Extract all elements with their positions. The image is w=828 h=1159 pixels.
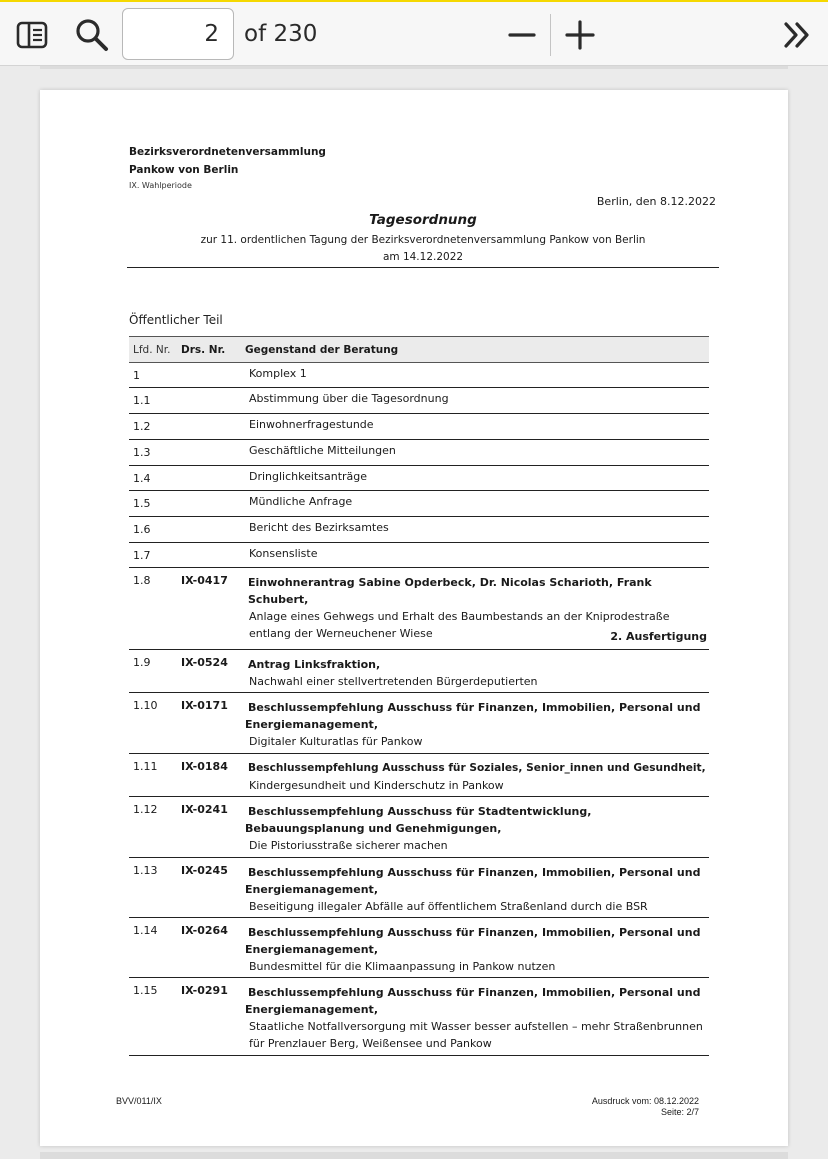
header-lfd-nr: Lfd. Nr. xyxy=(133,344,171,356)
row-number: 1.10 xyxy=(133,699,158,712)
footer-print-info xyxy=(592,1096,699,1118)
row-drs-number: IX-0171 xyxy=(181,699,228,712)
header-subject: Gegenstand der Beratung xyxy=(245,344,399,356)
previous-page-edge xyxy=(40,66,788,69)
row-heading: Beschlussempfehlung Ausschuss für Soziales, Senior_innen und Gesundheit, xyxy=(248,762,706,774)
agenda-table-header xyxy=(129,336,709,363)
row-description: Nachwahl einer stellvertretenden Bürgerdeputierten xyxy=(249,675,538,688)
row-subject: Einwohnerfragestunde xyxy=(249,418,374,431)
title-divider xyxy=(127,267,719,268)
agenda-row xyxy=(129,797,709,858)
row-heading: Antrag Linksfraktion, xyxy=(248,658,381,671)
footer-document-id: BVV/011/IX xyxy=(116,1096,162,1106)
election-period: IX. Wahlperiode xyxy=(129,181,192,190)
row-subject: Mündliche Anfrage xyxy=(249,495,353,508)
row-subject: Abstimmung über die Tagesordnung xyxy=(249,392,449,405)
row-number: 1.3 xyxy=(133,446,151,459)
row-subject: Bericht des Bezirksamtes xyxy=(249,521,389,534)
agenda-row xyxy=(129,466,709,491)
agenda-row xyxy=(129,491,709,517)
page-total-label: of 230 xyxy=(244,21,318,47)
row-subject: Geschäftliche Mitteilungen xyxy=(249,444,396,457)
agenda-row xyxy=(129,650,709,693)
document-title: Tagesordnung xyxy=(369,212,477,228)
row-description: Kindergesundheit und Kinderschutz in Pankow xyxy=(249,779,504,792)
row-drs-number: IX-0264 xyxy=(181,924,228,937)
agenda-row xyxy=(129,754,709,797)
row-heading: Beschlussempfehlung Ausschuss für Stadtentwicklung, Bebauungsplanung und Genehmigungen, xyxy=(245,805,592,835)
row-drs-number: IX-0417 xyxy=(181,574,228,587)
agenda-row xyxy=(129,978,709,1056)
row-subject xyxy=(245,803,707,854)
row-number: 1.11 xyxy=(133,760,158,773)
search-icon xyxy=(75,18,109,52)
toolbar-divider xyxy=(550,14,551,56)
zoom-in-icon xyxy=(565,20,595,50)
more-tools-button[interactable] xyxy=(778,16,816,54)
sidebar-toggle-button[interactable] xyxy=(14,18,50,52)
agenda-row xyxy=(129,543,709,568)
row-number: 1.9 xyxy=(133,656,151,669)
row-number: 1.13 xyxy=(133,864,158,877)
row-subject xyxy=(245,656,707,690)
agenda-row xyxy=(129,414,709,440)
document-date: Berlin, den 8.12.2022 xyxy=(596,195,716,208)
row-description: Bundesmittel für die Klimaanpassung in Pankow nutzen xyxy=(249,960,556,973)
row-subject: Konsensliste xyxy=(249,547,318,560)
row-heading: Einwohnerantrag Sabine Opderbeck, Dr. Nicolas Scharioth, Frank Schubert, xyxy=(248,576,652,606)
row-number: 1.1 xyxy=(133,394,151,407)
footer-print-date: Ausdruck vom: 08.12.2022 xyxy=(591,1096,699,1106)
row-heading: Beschlussempfehlung Ausschuss für Finanzen, Immobilien, Personal und Energiemanagement, xyxy=(245,701,701,731)
page-number-input[interactable] xyxy=(122,8,234,60)
zoom-in-button[interactable] xyxy=(560,16,600,54)
row-number: 1.15 xyxy=(133,984,158,997)
row-subject: Dringlichkeitsanträge xyxy=(249,470,368,483)
agenda-row xyxy=(129,858,709,918)
row-description: Beseitigung illegaler Abfälle auf öffentlichem Straßenland durch die BSR xyxy=(249,900,648,913)
session-date: am 14.12.2022 xyxy=(382,251,464,263)
row-number: 1.4 xyxy=(133,472,151,485)
row-subject: Komplex 1 xyxy=(249,367,307,380)
row-description: Digitaler Kulturatlas für Pankow xyxy=(249,735,423,748)
row-heading: Beschlussempfehlung Ausschuss für Finanzen, Immobilien, Personal und Energiemanagement, xyxy=(245,926,701,956)
row-drs-number: IX-0291 xyxy=(181,984,228,997)
sidebar-toggle-icon xyxy=(16,21,48,49)
row-number: 1.7 xyxy=(133,549,151,562)
row-subject xyxy=(245,924,707,975)
row-drs-number: IX-0524 xyxy=(181,656,228,669)
section-label: Öffentlicher Teil xyxy=(129,313,223,327)
agenda-row xyxy=(129,388,709,414)
row-number: 1.14 xyxy=(133,924,158,937)
agenda-row xyxy=(129,517,709,543)
row-drs-number: IX-0245 xyxy=(181,864,228,877)
row-subject xyxy=(245,760,707,794)
row-number: 1.8 xyxy=(133,574,151,587)
row-number: 1.2 xyxy=(133,420,151,433)
row-number: 1.6 xyxy=(133,523,151,536)
row-note: 2. Ausfertigung xyxy=(610,630,707,643)
row-description: Die Pistoriusstraße sicherer machen xyxy=(249,839,448,852)
footer-page-number: Seite: 2/7 xyxy=(660,1107,699,1117)
zoom-out-button[interactable] xyxy=(504,16,540,54)
row-heading: Beschlussempfehlung Ausschuss für Finanzen, Immobilien, Personal und Energiemanagement, xyxy=(245,866,701,896)
row-drs-number: IX-0184 xyxy=(181,760,228,773)
search-button[interactable] xyxy=(72,16,112,54)
next-page-edge xyxy=(40,1152,788,1159)
org-name-line2: Pankow von Berlin xyxy=(129,164,239,176)
agenda-row xyxy=(129,440,709,466)
agenda-row xyxy=(129,693,709,754)
agenda-row xyxy=(129,363,709,388)
row-subject xyxy=(245,699,707,750)
header-drs-nr: Drs. Nr. xyxy=(181,344,226,356)
row-number: 1.5 xyxy=(133,497,151,510)
row-number: 1.12 xyxy=(133,803,158,816)
pdf-page xyxy=(40,90,788,1146)
row-drs-number: IX-0241 xyxy=(181,803,228,816)
pdf-toolbar xyxy=(0,0,828,66)
org-name-line1: Bezirksverordnetenversammlung xyxy=(129,146,326,158)
row-description: Staatliche Notfallversorgung mit Wasser besser aufstellen – mehr Straßenbrunnen für Prenzlauer Berg, Weißensee und Pankow xyxy=(249,1020,703,1050)
document-subtitle: zur 11. ordentlichen Tagung der Bezirksverordnetenversammlung Pankow von Berlin xyxy=(200,234,646,246)
row-heading: Beschlussempfehlung Ausschuss für Finanzen, Immobilien, Personal und Energiemanagement, xyxy=(245,986,701,1016)
row-number: 1 xyxy=(133,369,140,382)
zoom-out-icon xyxy=(508,21,536,49)
row-description: Anlage eines Gehwegs und Erhalt des Baumbestands an der Kniprodestraße entlang der Werneuchener Wiese xyxy=(249,610,670,640)
row-subject xyxy=(245,864,707,915)
agenda-row xyxy=(129,568,709,650)
double-chevron-right-icon xyxy=(782,21,812,49)
agenda-row xyxy=(129,918,709,978)
row-subject xyxy=(245,984,707,1052)
